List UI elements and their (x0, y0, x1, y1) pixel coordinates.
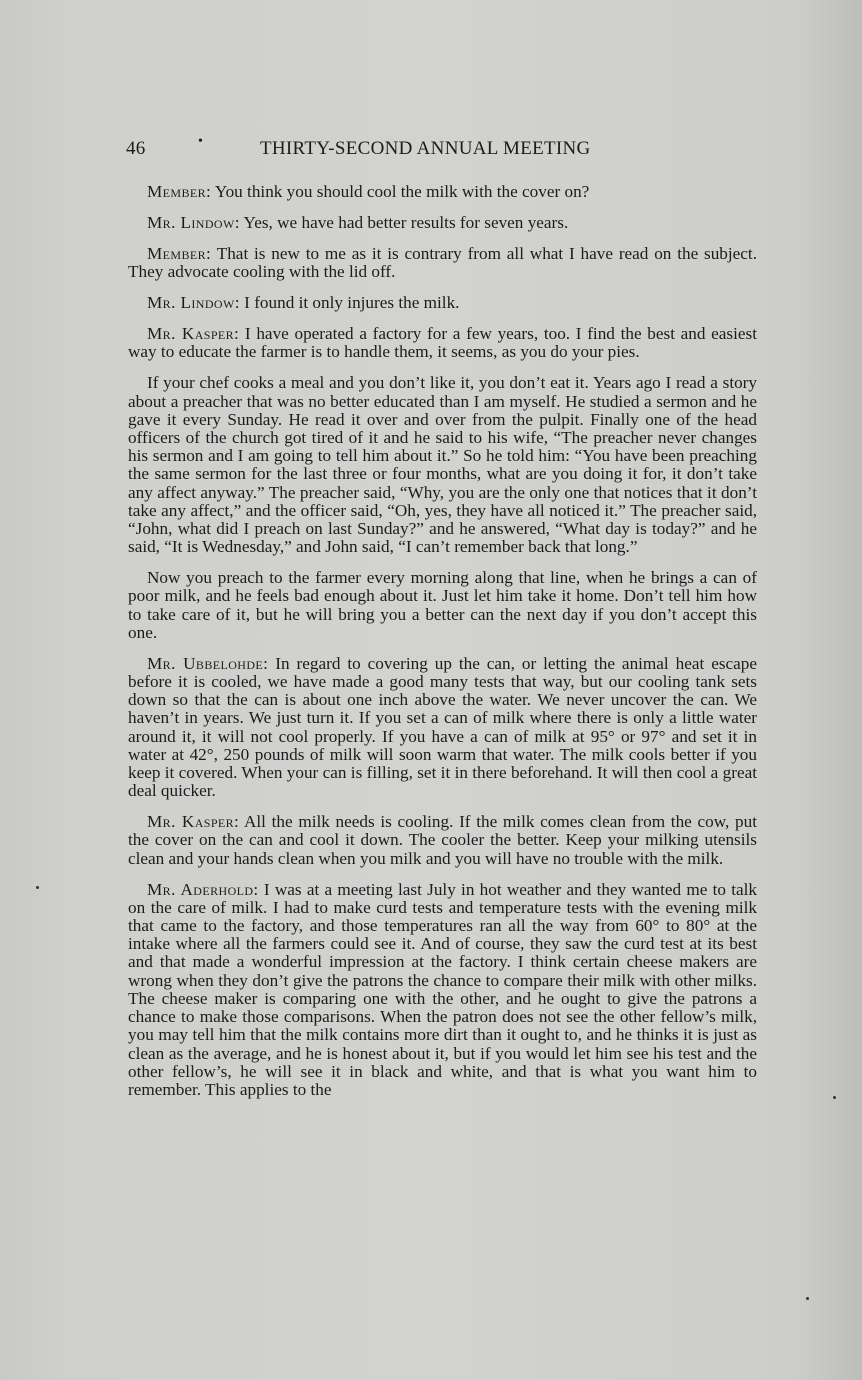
page-number: 46 (126, 138, 146, 159)
paragraph (128, 569, 757, 642)
paragraph-text: Yes, we have had better results for seven years. (243, 213, 569, 232)
paragraph (128, 325, 757, 361)
running-head: THIRTY-SECOND ANNUAL MEETING (260, 138, 591, 159)
paragraph (128, 881, 757, 1099)
speaker-label: Member: (147, 182, 212, 201)
paragraph-text: I have operated a factory for a few years, too. I find the best and easiest way to educate the farmer is to handle them, it seems, as you do your pies. (128, 324, 757, 362)
body-text (128, 183, 757, 1112)
speaker-label: Mr. Lindow: (147, 213, 240, 232)
page-header (126, 134, 630, 164)
paragraph (128, 183, 757, 201)
speaker-label: Mr. Lindow: (147, 293, 240, 313)
paragraph-text: That is new to me as it is contrary from all what I have read on the subject. They advocate cooling with the lid off. (128, 244, 757, 282)
speaker-label: Mr. Aderhold: (147, 879, 259, 899)
paragraph-text: All the milk needs is cooling. If the milk comes clean from the cow, put the cover on the can and cool it down. The cooler the better. Keep your milking utensils clean and your hands clean when you milk and you will have no trouble with the milk. (128, 812, 757, 868)
paragraph (128, 245, 757, 281)
paragraph (128, 294, 757, 312)
paragraph-text: You think you should cool the milk with the cover on? (214, 182, 590, 201)
paragraph-text: If your chef cooks a meal and you don’t like it, you don’t eat it. Years ago I read a story about a preacher that was no better educated than I am myself. He studied a sermon and he gave it every Sunday. He read it over and over from the pulpit. Finally one of the head officers of the church got tired of it and he said to his wife, “The preacher never changes his sermon and I am going to tell him about it.” So he told him: “You have been preaching the same sermon for the last three or four months, what are you doing it for, it don’t take any affect anyway.” The preacher said, “Why, you are the only one that notices that it don’t take any affect,” and the officer said, “Oh, yes, they have all noticed it.” The preacher said, “John, what did I preach on last Sunday?” and he answered, “What day is today?” and he said, “It is Wednesday,” and John said, “I can’t remember back that long.” (128, 373, 757, 557)
speaker-label: Mr. Kasper: (147, 324, 240, 344)
paragraph-text: Now you preach to the farmer every morning along that line, when he brings a can of poor milk, and he feels bad enough about it. Just let him take it home. Don’t tell him how to take care of it, but he will bring you a better can the next day if you don’t accept this one. (128, 568, 757, 642)
paper-speck (833, 1096, 836, 1099)
paragraph (128, 813, 757, 868)
paper-speck (806, 1297, 809, 1300)
paper-speck (36, 886, 39, 889)
paragraph (128, 374, 757, 556)
header-dot: • (198, 134, 204, 149)
speaker-label: Mr. Ubbelohde: (147, 653, 269, 673)
paragraph (128, 214, 757, 232)
paragraph (128, 655, 757, 801)
paragraph-text: In regard to covering up the can, or letting the animal heat escape before it is cooled, we have made a good many tests that way, but our cooling tank sets down so that the can is about one inch above the water. We never uncover the can. We haven’t in years. We just turn it. If you set a can of milk where there is only a little water around it, it will not cool properly. If you have a can of milk at 95° or 97° and set it in water at 42°, 250 pounds of milk will soon warm that water. The milk cools better if you keep it covered. When your can is filling, set it in there beforehand. It will then cool a great deal quicker. (128, 653, 758, 801)
speaker-label: Member: (147, 244, 212, 263)
paragraph-text: I found it only injures the milk. (244, 293, 460, 313)
speaker-label: Mr. Kasper: (147, 812, 240, 832)
paragraph-text: I was at a meeting last July in hot weather and they wanted me to talk on the care of milk. I had to make curd tests and temperature tests with the evening milk that came to the factory, and those temperatures ran all the way from 60° to 80° at the intake where all the farmers could see it. And of course, they saw the curd test at its best and that made a wonderful impression at the factory. I think certain cheese makers are wrong when they don’t give the patrons the chance to compare their milk with other milks. The cheese maker is comparing one with the other, and he ought to give the patrons a chance to make those comparisons. When the patron does not see the other fellow’s milk, you may tell him that the milk contains more dirt than it ought to, and he thinks it is just as clean as the average, and he is honest about it, but if you would let him see his test and the other fellow’s, he will see it in black and white, and that is what you want him to remember. This applies to the (128, 879, 757, 1099)
